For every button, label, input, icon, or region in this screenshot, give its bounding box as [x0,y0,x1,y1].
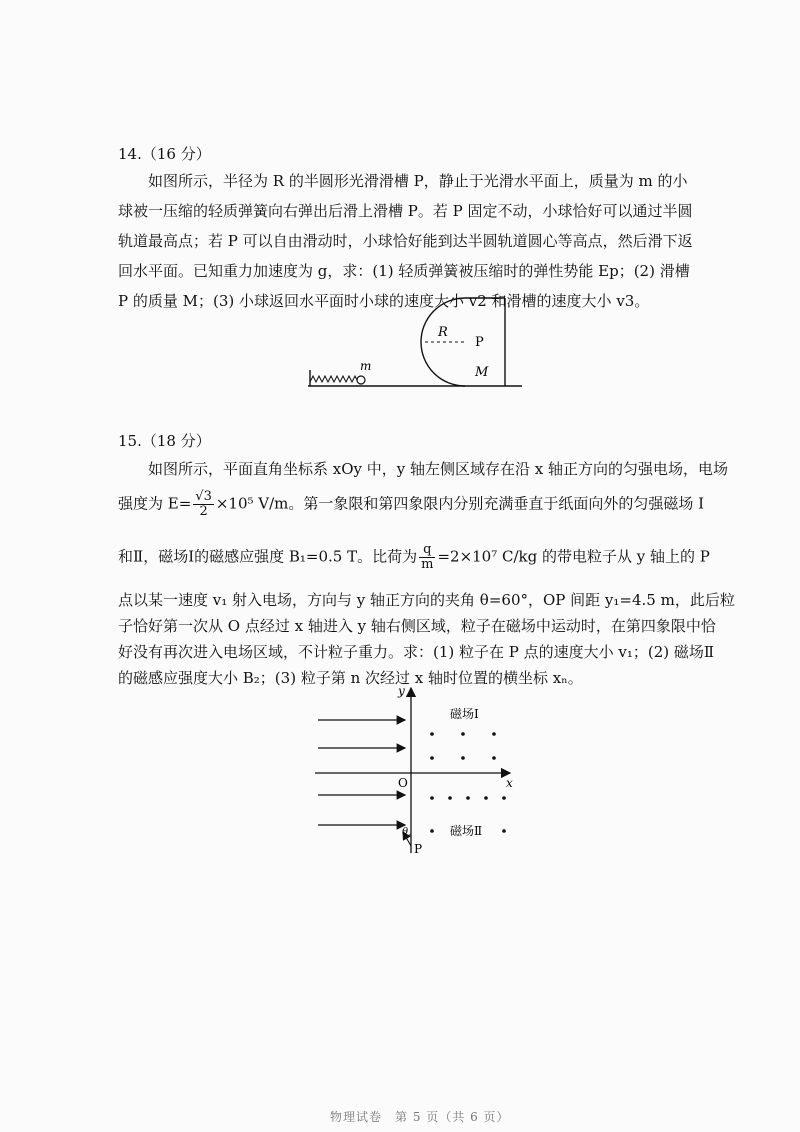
label-R: R [438,325,448,340]
q15-line3-suffix: =2×10⁷ C/kg 的带电粒子从 y 轴上的 P [437,547,710,566]
field1-label: 磁场Ⅰ [450,707,479,721]
q15-figure [310,683,530,858]
label-M: M [475,365,489,380]
label-P: P [414,842,423,856]
ball [357,376,365,384]
q15-line2 [118,490,704,519]
label-x: x [506,776,513,790]
q15-header: 15.（18 分） [118,432,211,450]
fraction-qm-num: q [419,543,435,558]
spring [310,376,358,382]
q15-line2-prefix: 强度为 E= [118,494,192,513]
q14-body: 如图所示，半径为 R 的半圆形光滑滑槽 P，静止于光滑水平面上，质量为 m 的小球被一压缩的轻质弹簧向右弹出后滑上滑槽 P。若 P 固定不动，小球恰好可以通过半圆轨道最高点；若 P 可以自由滑动时，小球恰好能到达半圆轨道圆心等高点，然后滑下返回水平面。已知重力加速度为 g，求：(1) 轻质弹簧被压缩时的弹性势能 Ep；(2) 滑槽 P 的质量 M；(3) 小球返回水平面时小球的速度大小 v2 和滑槽的速度大小 v3。 [118,172,693,310]
fraction-E-num: √3 [195,489,212,504]
q14-header: 14.（16 分） [118,145,211,163]
field1-dots [430,732,496,760]
field2-label: 磁场Ⅱ [450,824,483,838]
label-theta: θ [402,827,409,838]
q15-line7: 的磁感应强度大小 B₂；(3) 粒子第 n 次经过 x 轴时位置的横坐标 xₙ。 [118,669,583,687]
q15-line1: 如图所示，平面直角坐标系 xOy 中，y 轴左侧区域存在沿 x 轴正方向的匀强电场，电场 [148,460,729,478]
q14-figure [300,290,530,400]
q15-line3 [118,543,710,572]
q15-line2-suffix: ×10⁵ V/m。第一象限和第四象限内分别充满垂直于纸面向外的匀强磁场 Ⅰ [215,494,705,513]
label-O: O [398,776,408,790]
q15-line3-prefix: 和Ⅱ，磁场Ⅰ的磁感应强度 B₁=0.5 T。比荷为 [118,547,418,566]
q15-line4: 点以某一速度 v₁ 射入电场，方向与 y 轴正方向的夹角 θ=60°，OP 间距 y₁=4.5 m，此后粒 [118,591,735,609]
fraction-E-den: 2 [199,504,208,519]
fraction-qm-den: m [421,557,434,572]
label-y: y [398,684,405,698]
page-footer: 物理试卷 第 5 页（共 6 页） [330,1110,510,1124]
q15-line5: 子恰好第一次从 O 点经过 x 轴进入 y 轴右侧区域，粒子在磁场中运动时，在第四象限中恰 [118,617,716,635]
label-P: P [475,335,484,350]
fraction-E [193,490,214,519]
q15-line6: 好没有再次进入电场区域，不计粒子重力。求：(1) 粒子在 P 点的速度大小 v₁；(2) 磁场Ⅱ [118,643,715,661]
fraction-qm [419,543,435,572]
label-m: m [360,359,372,373]
